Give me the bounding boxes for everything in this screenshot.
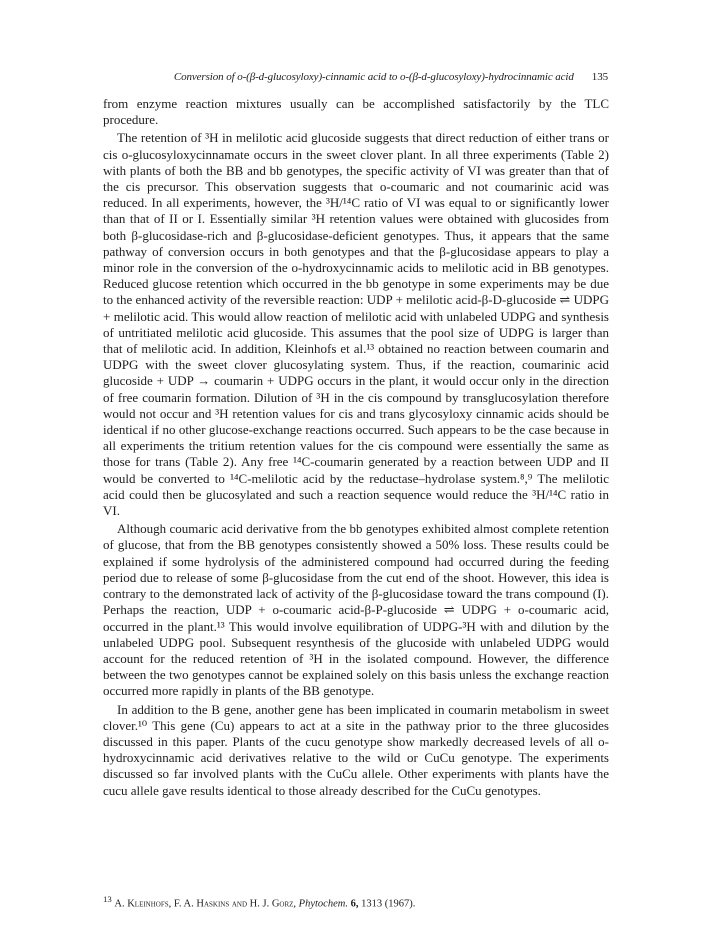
paragraph-continuation: from enzyme reaction mixtures usually can be accomplished satisfactorily by the TLC procedure. — [103, 96, 609, 128]
paragraph-cu-gene: In addition to the B gene, another gene has been implicated in coumarin metabolism in sweet clover.¹⁰ This gene (Cu) appears to act at a site in the pathway prior to the three glucosides discussed in this paper. Plants of the cucu genotype show markedly decreased levels of all o-hydroxycinnamic acid derivatives relative to the wild or CuCu genotype. The experiments discussed so far involved plants with the CuCu allele. Other experiments with plants have the cucu allele gave results identical to those already described for the CuCu genotypes. — [103, 701, 609, 798]
running-title: Conversion of o-(β-d-glucosyloxy)-cinnamic acid to o-(β-d-glucosyloxy)-hydrocinnamic acid — [173, 71, 574, 83]
footnote — [103, 893, 609, 911]
running-header — [100, 71, 608, 83]
paragraph-tritium-retention: The retention of ³H in melilotic acid glucoside suggests that direct reduction of either trans or cis o-glucosyloxycinnamate occurs in the sweet clover plant. In all three experiments (Table 2) with plants of both the BB and bb genotypes, the specific activity of VI was greater than that of the cis precursor. This observation suggests that o-coumaric and not coumarinic acid was reduced. In all experiments, however, the ³H/¹⁴C ratio of VI was equal to or significantly lower than that of II or I. Essentially similar ³H retention values were obtained with glucosides from both β-glucosidase-rich and β-glucosidase-deficient genotypes. Thus, it appears that the same pathway of conversion occurs in both genotypes and that the β-glucosidase appears to play a minor role in the conversion of the o-hydroxycinnamic acids to melilotic acid in BB genotypes. Reduced glucose retention which occurred in the bb genotype in some experiments may be due to the enhanced activity of the reversible reaction: UDP + melilotic acid-β-D-glucoside ⇌ UDPG + melilotic acid. This would allow reaction of melilotic acid with unlabeled UDPG and synthesis of untritiated melilotic acid glucoside. This assumes that the pool size of UDPG is larger than that of melilotic acid. In addition, Kleinhofs et al.¹³ obtained no reaction between coumarin and UDPG with the sweet clover glucosylating system. Thus, if the reaction, coumarinic acid glucoside + UDP → coumarin + UDPG occurs in the plant, it would occur only in the direction of free coumarin formation. Dilution of ³H in the cis compound by transglucosylation therefore would not occur and ³H retention values for cis and trans glycosyloxy cinnamic acids should be identical if no other glucose-exchange reactions occurred. Such appears to be the case because in all experiments the tritium retention values for the cis compound were essentially the same as those for trans (Table 2). Any free ¹⁴C-coumarin generated by a reaction between UDP and II would be converted to ¹⁴C-melilotic acid by the reductase–hydrolase system.⁸,⁹ The melilotic acid could then be glucosylated and such a reaction sequence would reduce the ³H/¹⁴C ratio in VI. — [103, 130, 609, 519]
footnote-pages: 1313 (1967). — [361, 898, 416, 910]
footnote-journal: Phytochem. — [298, 898, 348, 910]
footnote-volume: 6, — [350, 898, 359, 910]
paragraph-coumaric-derivative: Although coumaric acid derivative from the bb genotypes exhibited almost complete retention of glucose, that from the BB genotypes consistently showed a 50% loss. These results could be explained if some hydrolysis of the administered compound had occurred during the feeding period due to release of some β-glucosidase from the cut end of the shoot. However, this idea is contrary to the demonstrated lack of activity of the β-glucosidase toward the trans compound (I). Perhaps the reaction, UDP + o-coumaric acid-β-P-glucoside ⇌ UDPG + o-coumaric acid, occurred in the plant.¹³ This would involve equilibration of UDPG-³H with and dilution by the unlabeled UDPG pool. Subsequent resynthesis of the glucoside with unlabeled UDPG would account for the reduced retention of ³H in the isolated compound. However, the difference between the two genotypes cannot be explained solely on this basis unless the exchange reaction occurred more rapidly in plants of the BB genotype. — [103, 521, 609, 699]
footnote-authors: A. Kleinhofs, F. A. Haskins and H. J. Gorz, — [114, 898, 297, 910]
article-body — [103, 96, 609, 801]
footnote-number: 13 — [103, 894, 112, 904]
page-number: 135 — [591, 71, 608, 83]
